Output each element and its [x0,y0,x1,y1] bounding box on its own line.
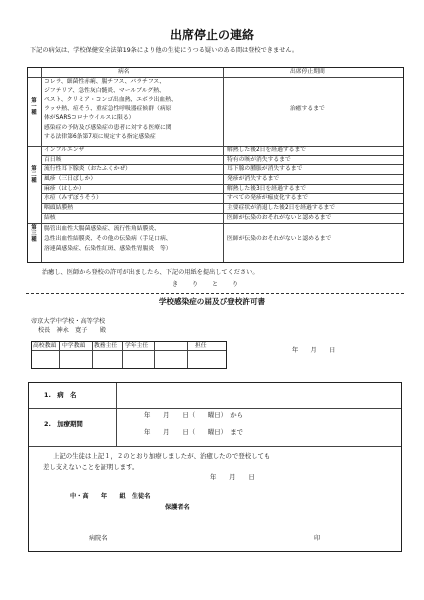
notice-footer: 治癒し、医師から登校の許可が出ましたら、下記の用紙を提出してください。 [42,269,259,276]
group2-disease: 咽頭結膜熱 [44,205,73,211]
period-to: 年 月 日（ 曜日） まで [144,428,244,436]
group1-line: ペスト、クリミア・コンゴ出血熱、エボラ出血熱、 [44,97,177,103]
cut-label: きりとり [171,281,252,288]
certify-date: 年 月 日 [210,473,255,481]
group3-period: 医師が伝染のおそれがないと認めるまで [227,236,332,242]
col-divider [41,68,42,262]
group2-period: 解熱した後2日を経過するまで [227,147,307,153]
group2-disease: 麻疹（はしか） [44,186,85,192]
group2-period: 主要症状が消退した後2日を経過するまで [227,205,336,211]
stamp-col-header: 教務主任 [94,343,118,349]
group2-label: 第二種 [31,166,37,185]
stamp-col-header: 学年主任 [125,343,149,349]
group2-disease: 結核 [44,215,56,221]
row-divider [41,174,403,175]
form-row-divider [29,408,401,409]
group3-line: 急性出血性結膜炎、その他の伝染病（手足口病、 [44,236,172,242]
notice-intro: 下記の病気は、学校保健安全法第19条により他の生徒にうつる疑いのある間は登校できません。 [30,47,299,54]
stamp-col-header: 担任 [195,343,207,349]
group3-line: 腸管出血性大腸菌感染症、流行性角結膜炎、 [44,226,160,232]
group-divider [28,223,403,224]
group2-period: すべての発疹が痂皮化するまで [227,195,309,201]
stamp-col-header: 中学教頭 [62,343,86,349]
school-name: 帝京大学中学校・高等学校 [31,318,106,325]
notice-title: 出席停止の連絡 [169,28,254,42]
header-divider [28,77,403,78]
disease-table [27,67,404,263]
row-divider [41,164,403,165]
cut-line [26,293,404,294]
principal-name: 校長 神永 寛子 殿 [38,327,107,334]
stamp-col-divider [122,342,123,368]
certify-line: 上記の生徒は上記１，２のとおり加療しましたが、治癒したので登校しても [53,452,271,460]
group1-line: 体がSARSコロナウイルスに限る） [44,115,135,121]
period-from: 年 月 日（ 曜日） から [144,411,244,419]
group2-period: 発疹が消失するまで [227,176,280,182]
form-row-divider [29,446,401,447]
student-name-label: 中・高 年 組 生徒名 [70,493,151,500]
hospital-name-label: 病院名 [89,535,108,542]
period-field-label: 2. 加療期間 [44,420,83,428]
stamp-header-divider [32,350,226,351]
guardian-name-label: 保護者名 [165,504,190,511]
group2-period: 解熱した後3日を経過するまで [227,186,307,192]
header-disease: 病名 [118,69,130,75]
group1-line: する法律第6条第7項に規定する指定感染症 [44,134,156,140]
form-title: 学校感染症の届及び登校許可書 [158,297,266,306]
group2-disease: 水痘（みずぼうそう） [44,195,102,201]
group1-label: 第一種 [31,98,37,117]
group1-line: ジフテリア、急性灰白髄炎、マールブルグ熱、 [44,88,165,94]
row-divider [41,184,403,185]
certify-line: 差し支えないことを証明します。 [43,463,139,471]
group3-line: 溶連菌感染症、伝染性紅斑、感染性胃腸炎 等） [44,246,172,252]
permit-form-box [28,382,402,552]
form-date: 年 月 日 [292,347,336,354]
stamp-col-divider [154,342,155,368]
col-divider [223,68,224,262]
group2-period: 特有の咳が消失するまで [227,157,291,163]
row-divider [41,155,403,156]
group1-line: 感染症の予防及び感染症の患者に対する医療に関 [44,125,172,131]
row-divider [41,213,403,214]
row-divider [41,203,403,204]
disease-field-label: 1. 病 名 [44,391,77,399]
group2-disease: インフルエンザ [44,147,85,153]
row-divider [41,193,403,194]
stamp-col-divider [187,342,188,368]
group2-disease: 流行性耳下腺炎（おたふくかぜ） [44,166,131,172]
group2-period: 耳下腺の腫脹が消失するまで [227,166,303,172]
stamp-col-header: 高校教頭 [33,343,57,349]
group1-line: コレラ、細菌性赤痢、腸チフス、パラチフス、 [44,79,166,85]
group2-disease: 百日咳 [44,157,62,163]
group1-period: 治癒するまで [290,106,325,112]
group1-line: ラッサ熱、痘そう、重症急性呼吸器症候群（病原 [44,106,172,112]
group3-label: 第三種 [31,225,37,244]
group2-disease: 風疹（三日ばしか） [44,176,97,182]
group2-period: 医師が伝染のおそれがないと認めるまで [227,215,332,221]
stamp-col-divider [92,342,93,368]
header-period: 出席停止期間 [290,69,325,75]
form-col-divider [116,383,117,446]
seal-mark: 印 [314,535,321,542]
stamp-col-divider [59,342,60,368]
stamp-table [31,341,227,369]
